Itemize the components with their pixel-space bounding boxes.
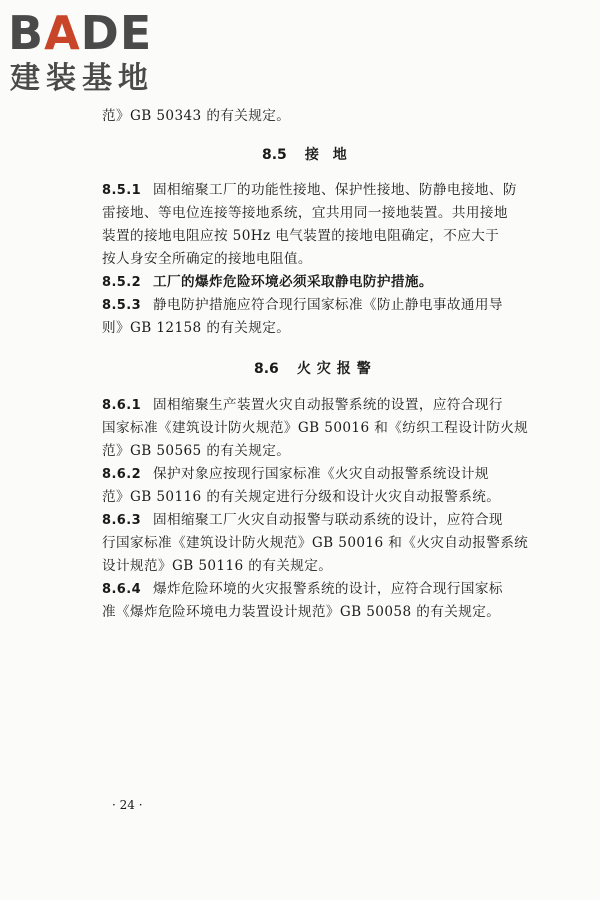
clause-8-5-3: 8.5.3 静电防护措施应符合现行国家标准《防止静电事故通用导 xyxy=(102,297,503,313)
text-line: 雷接地、等电位连接等接地系统，宜共用同一接地装置。共用接地 xyxy=(102,205,508,221)
text-line: 范》GB 50116 的有关规定进行分级和设计火灾自动报警系统。 xyxy=(102,489,501,505)
clause-8-6-2: 8.6.2 保护对象应按现行国家标准《火灾自动报警系统设计规 xyxy=(102,466,489,482)
page-number: · 24 · xyxy=(112,798,143,812)
text-line: 行国家标准《建筑设计防火规范》GB 50016 和《火灾自动报警系统 xyxy=(102,535,529,551)
text-line: 设计规范》GB 50116 的有关规定。 xyxy=(102,558,333,574)
text-line: 装置的接地电阻应按 50Hz 电气装置的接地电阻确定，不应大于 xyxy=(102,228,500,244)
clause-8-6-3: 8.6.3 固相缩聚工厂火灾自动报警与联动系统的设计，应符合现 xyxy=(102,512,503,528)
text-line: 国家标准《建筑设计防火规范》GB 50016 和《纺织工程设计防火规 xyxy=(102,420,529,436)
text-line: 范》GB 50343 的有关规定。 xyxy=(102,108,291,124)
clause-8-5-1: 8.5.1 固相缩聚工厂的功能性接地、保护性接地、防静电接地、防 xyxy=(102,182,517,198)
section-heading-8-5: 8.5 接 地 xyxy=(262,147,347,163)
text-line: 按人身安全所确定的接地电阻值。 xyxy=(102,251,312,267)
logo-wordmark: BADE xyxy=(8,6,153,60)
bade-logo xyxy=(8,8,178,98)
clause-8-6-4: 8.6.4 爆炸危险环境的火灾报警系统的设计，应符合现行国家标 xyxy=(102,581,503,597)
text-line: 准《爆炸危险环境电力装置设计规范》GB 50058 的有关规定。 xyxy=(102,604,501,620)
text-line: 范》GB 50565 的有关规定。 xyxy=(102,443,291,459)
section-heading-8-6: 8.6 火灾报警 xyxy=(254,361,377,377)
clause-8-5-2: 8.5.2 工厂的爆炸危险环境必须采取静电防护措施。 xyxy=(102,274,433,290)
text-line: 则》GB 12158 的有关规定。 xyxy=(102,320,291,336)
clause-8-6-1: 8.6.1 固相缩聚生产装置火灾自动报警系统的设置，应符合现行 xyxy=(102,397,503,413)
logo-subtitle: 建装基地 xyxy=(10,61,154,96)
